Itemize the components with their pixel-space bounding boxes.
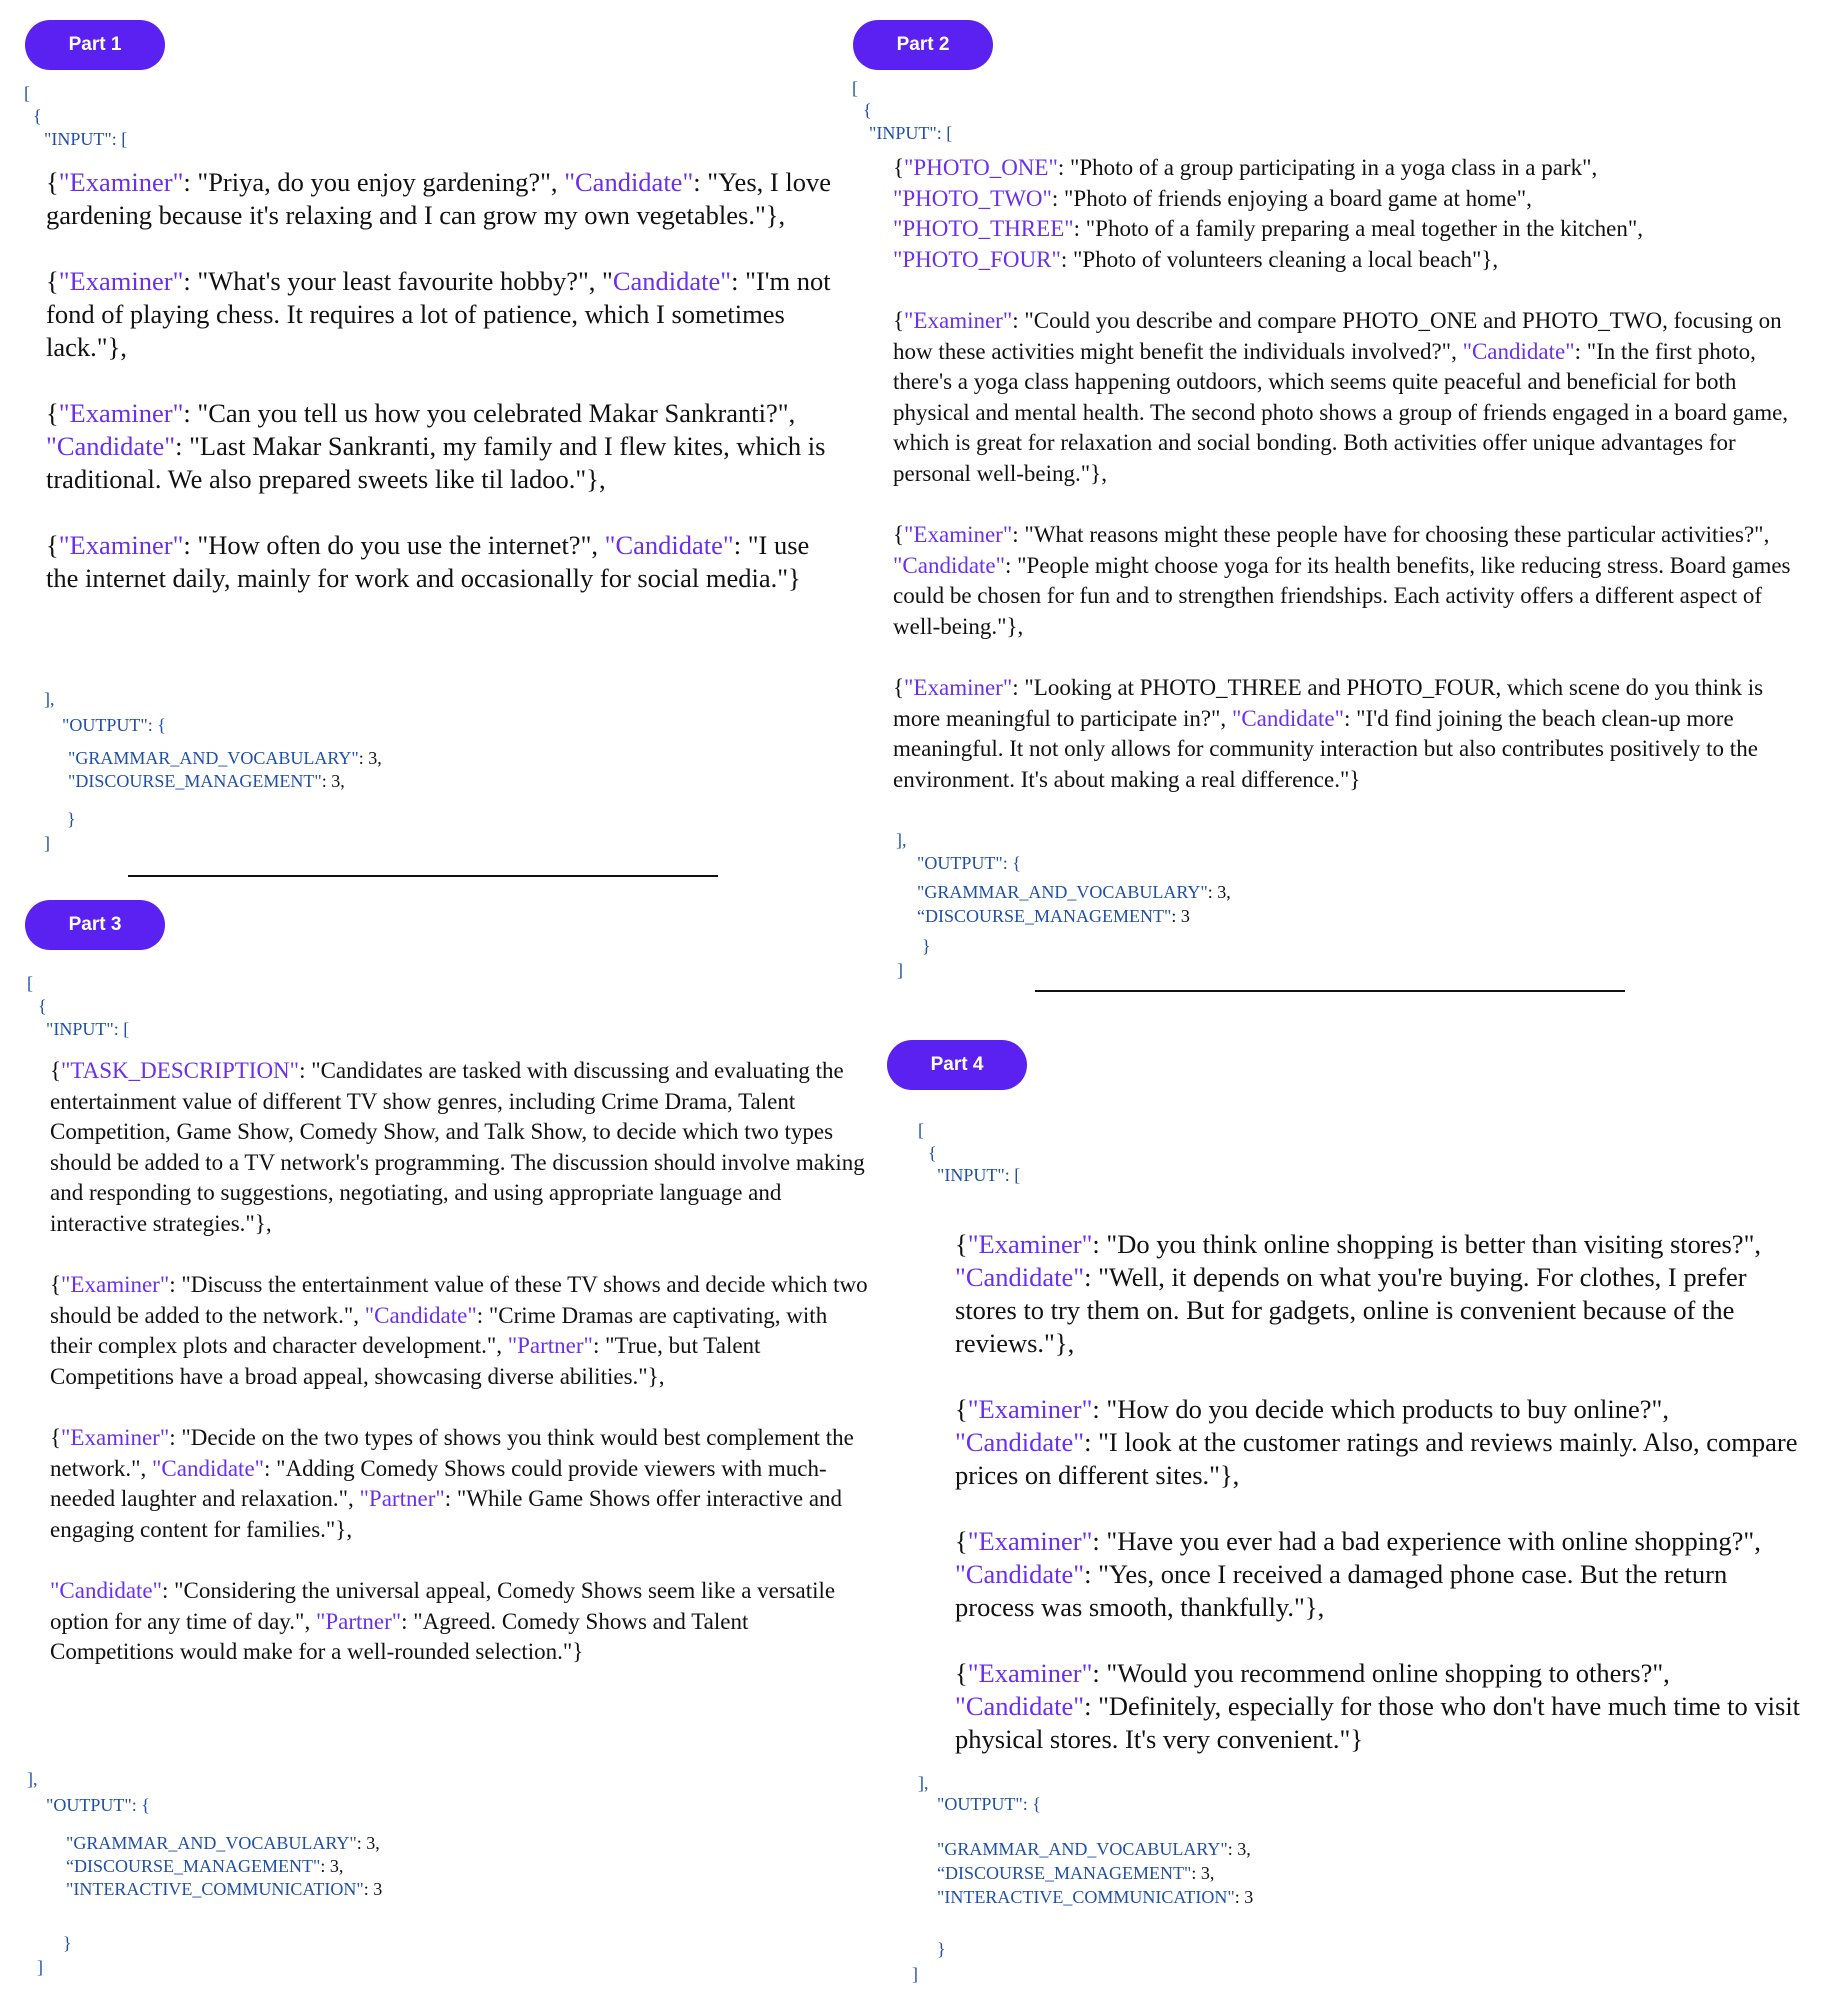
dialogue-entry — [955, 1525, 1805, 1624]
json-key: "Partner" — [315, 1608, 402, 1634]
json-text: : "While Game Shows offer interactive and engaging content for families."}, — [50, 1486, 843, 1542]
json-text: { — [955, 1658, 968, 1688]
json-key: "Candidate" — [1231, 705, 1344, 731]
json-text: : "Photo of friends enjoying a board game at home", — [1051, 185, 1532, 211]
json-key: "Examiner" — [904, 675, 1013, 701]
output-key: "OUTPUT": { — [917, 853, 1021, 873]
close-bracket: ] — [912, 1964, 918, 1984]
json-text: : "Photo of volunteers cleaning a local beach"}, — [1060, 246, 1499, 272]
json-text: : "Definitely, especially for those who don't have much time to visit physical stores. It's very convenient."} — [955, 1691, 1801, 1754]
json-text: : "In the first photo, there's a yoga class happening outdoors, which seems quite peaceful and beneficial for both physical and mental health. The second photo shows a group of friends engaged in a board game, which is great for relaxation and social bonding. Both activities offer unique advantages for personal well-being."}, — [893, 338, 1789, 486]
open-bracket: [ — [27, 973, 33, 993]
divider — [1035, 990, 1625, 992]
dialogue-list — [955, 1228, 1805, 1789]
json-text: : "I look at the customer ratings and reviews mainly. Also, compare prices on different sites."}, — [955, 1427, 1798, 1490]
close-bracket: ] — [37, 1957, 43, 1977]
dialogue-entry — [50, 1576, 870, 1668]
input-key: "INPUT": [ — [44, 129, 128, 149]
json-text: : "I'd find joining the beach clean-up more meaningful. It not only allows for community interaction but also contributes positively to the environment. It's about making a real difference."} — [893, 705, 1758, 792]
json-key: Candidate" — [612, 266, 732, 296]
score-line: "INTERACTIVE_COMMUNICATION": 3 — [937, 1887, 1254, 1907]
json-key: "Examiner" — [58, 398, 184, 428]
close-bracket: ] — [44, 833, 50, 853]
score-line: “DISCOURSE_MANAGEMENT": 3, — [937, 1863, 1215, 1883]
json-text: { — [893, 307, 905, 333]
json-key: "Partner" — [507, 1333, 593, 1359]
json-text: { — [46, 266, 59, 296]
json-key: "PHOTO_FOUR" — [893, 246, 1061, 272]
json-text: : "Crime Dramas are captivating, with their complex plots and character development.", — [50, 1302, 828, 1359]
json-text: : "Have you ever had a bad experience with online shopping?", — [1092, 1526, 1761, 1556]
json-text: : "How often do you use the internet?", — [183, 530, 605, 560]
json-key: "Examiner" — [904, 522, 1013, 548]
json-text: { — [893, 155, 905, 180]
close-brace: } — [937, 1939, 946, 1959]
dialogue-entry — [50, 1423, 870, 1545]
divider — [128, 875, 718, 877]
dialogue-list — [893, 153, 1813, 826]
close-brace: } — [922, 936, 931, 956]
part-1-label: Part 1 — [25, 20, 165, 70]
output-key: "OUTPUT": { — [937, 1794, 1041, 1814]
json-key: "Candidate" — [1462, 338, 1575, 364]
json-key: "Examiner" — [58, 167, 184, 197]
json-key: "Examiner" — [967, 1526, 1093, 1556]
json-key: "PHOTO_TWO" — [893, 185, 1052, 211]
dialogue-entry — [893, 306, 1813, 490]
dialogue-entry — [893, 673, 1813, 795]
json-key: "TASK_DESCRIPTION" — [61, 1058, 300, 1083]
dialogue-entry — [893, 520, 1813, 642]
close-input: ], — [918, 1773, 929, 1793]
part-2-label: Part 2 — [853, 20, 993, 70]
close-input: ], — [27, 1769, 38, 1789]
json-text: { — [893, 675, 905, 701]
open-brace: { — [38, 996, 47, 1016]
json-text: : "Would you recommend online shopping to others?", — [1092, 1658, 1670, 1688]
input-key: "INPUT": [ — [937, 1165, 1021, 1185]
score-line: “DISCOURSE_MANAGEMENT": 3 — [917, 906, 1190, 926]
part-4-label: Part 4 — [887, 1040, 1027, 1090]
dialogue-entry — [955, 1228, 1805, 1360]
json-key: "Candidate" — [604, 530, 734, 560]
json-text: : "Decide on the two types of shows you think would best complement the network.", — [50, 1425, 854, 1481]
score-line: "GRAMMAR_AND_VOCABULARY": 3, — [68, 748, 382, 768]
json-text: : "I'm not fond of playing chess. It requires a lot of patience, which I sometimes lack."}, — [46, 266, 831, 362]
score-line: "DISCOURSE_MANAGEMENT": 3, — [68, 771, 345, 791]
json-text: : "I use the internet daily, mainly for work and occasionally for social media."} — [46, 530, 810, 593]
json-text: : "Yes, once I received a damaged phone case. But the return process was smooth, thankfully."}, — [955, 1559, 1728, 1622]
json-text: : "What's your least favourite hobby?", " — [183, 266, 613, 296]
json-text: : "Do you think online shopping is better than visiting stores?", — [1092, 1229, 1762, 1259]
json-text: : "What reasons might these people have for choosing these particular activities?", — [1012, 522, 1770, 548]
json-text: : "Discuss the entertainment value of these TV shows and decide which two should be added to the network.", — [50, 1272, 868, 1328]
json-key: "Examiner" — [967, 1229, 1093, 1259]
json-key: "Candidate" — [955, 1691, 1085, 1721]
json-text: : "Agreed. Comedy Shows and Talent Competitions would make for a well-rounded selection."} — [50, 1608, 749, 1665]
json-key: "Candidate" — [50, 1578, 163, 1604]
open-brace: { — [928, 1143, 937, 1163]
score-line: "GRAMMAR_AND_VOCABULARY": 3, — [937, 1839, 1251, 1859]
dialogue-entry — [955, 1393, 1805, 1492]
output-key: "OUTPUT": { — [46, 1795, 150, 1815]
score-line: "INTERACTIVE_COMMUNICATION": 3 — [66, 1879, 383, 1899]
json-text: : "Priya, do you enjoy gardening?", — [183, 167, 565, 197]
json-key: "Examiner" — [967, 1394, 1093, 1424]
json-text: : "Considering the universal appeal, Comedy Shows seem like a versatile option for any time of day.", — [50, 1578, 836, 1634]
dialogue-entry — [50, 1270, 870, 1392]
json-key: "Candidate" — [46, 431, 176, 461]
json-text: : "How do you decide which products to buy online?", — [1092, 1394, 1669, 1424]
json-text: { — [50, 1058, 62, 1083]
json-key: "Examiner" — [58, 530, 184, 560]
open-brace: { — [863, 100, 872, 120]
output-key: "OUTPUT": { — [62, 715, 166, 735]
json-text: { — [955, 1229, 968, 1259]
json-text: { — [955, 1526, 968, 1556]
json-text: : "People might choose yoga for its health benefits, like reducing stress. Board games could be chosen for fun and to strengthen friendships. Each activity offers a different aspect of well-being."}, — [893, 552, 1791, 639]
score-line: "GRAMMAR_AND_VOCABULARY": 3, — [917, 882, 1231, 902]
json-key: "Candidate" — [893, 552, 1006, 578]
dialogue-entry — [50, 1056, 870, 1240]
part-3-label: Part 3 — [25, 900, 165, 950]
json-key: "Examiner" — [61, 1272, 170, 1298]
json-key: "Examiner" — [58, 266, 184, 296]
open-bracket: [ — [918, 1120, 924, 1140]
json-key: "Candidate" — [364, 1302, 477, 1328]
json-text: : "Yes, I love gardening because it's relaxing and I can grow my own vegetables."}, — [46, 167, 831, 230]
close-brace: } — [63, 1933, 72, 1953]
json-text: : "Photo of a family preparing a meal together in the kitchen", — [1073, 216, 1643, 242]
dialogue-entry — [46, 529, 846, 595]
input-key: "INPUT": [ — [46, 1019, 130, 1039]
json-text: : "Last Makar Sankranti, my family and I flew kites, which is traditional. We also prepared sweets like til ladoo."}, — [46, 431, 826, 494]
json-text: : "Candidates are tasked with discussing and evaluating the entertainment value of different TV show genres, including Crime Drama, Talent Competition, Game Show, Comedy Show, and Talk Show, to decide which two types should be added to a TV network's programming. The discussion should involve making and responding to suggestions, negotiating, and using appropriate language and interactive strategies."}, — [50, 1058, 865, 1236]
json-text: : "True, but Talent Competitions have a broad appeal, showcasing diverse abilities."}, — [50, 1333, 761, 1389]
json-key: "Candidate" — [152, 1455, 265, 1481]
json-text: : "Could you describe and compare PHOTO_ONE and PHOTO_TWO, focusing on how these activities might benefit the individuals involved?", — [893, 307, 1782, 364]
json-text: : "Well, it depends on what you're buying. For clothes, I prefer stores to try them on. But for gadgets, online is convenient because of the reviews."}, — [955, 1262, 1747, 1358]
dialogue-entry — [893, 153, 1813, 275]
score-line: “DISCOURSE_MANAGEMENT": 3, — [66, 1856, 344, 1876]
json-key: "Candidate" — [955, 1559, 1085, 1589]
json-text: : "Can you tell us how you celebrated Makar Sankranti?", — [183, 398, 796, 428]
json-text: { — [50, 1425, 62, 1451]
json-text: { — [46, 530, 59, 560]
input-key: "INPUT": [ — [869, 123, 953, 143]
json-text: { — [46, 167, 59, 197]
json-text: : "Looking at PHOTO_THREE and PHOTO_FOUR, which scene do you think is more meaningful to participate in?", — [893, 675, 1764, 731]
open-brace: { — [33, 106, 42, 126]
json-key: "Candidate" — [564, 167, 694, 197]
dialogue-entry — [46, 397, 846, 496]
json-text: { — [46, 398, 59, 428]
dialogue-entry — [46, 166, 846, 232]
dialogue-list — [46, 166, 846, 628]
open-bracket: [ — [852, 78, 858, 98]
json-key: "PHOTO_ONE" — [904, 155, 1058, 180]
json-text: { — [50, 1272, 62, 1298]
open-bracket: [ — [24, 83, 30, 103]
close-input: ], — [44, 689, 55, 709]
close-bracket: ] — [897, 960, 903, 980]
json-key: "Candidate" — [955, 1427, 1085, 1457]
json-key: "Examiner" — [904, 307, 1013, 333]
json-key: "Partner" — [359, 1486, 445, 1512]
dialogue-entry — [46, 265, 846, 364]
json-key: "Examiner" — [61, 1425, 170, 1451]
close-brace: } — [67, 809, 76, 829]
close-input: ], — [896, 830, 907, 850]
json-key: "Examiner" — [967, 1658, 1093, 1688]
score-line: "GRAMMAR_AND_VOCABULARY": 3, — [66, 1833, 380, 1853]
json-text: { — [955, 1394, 968, 1424]
json-key: "Candidate" — [955, 1262, 1085, 1292]
json-text: : "Photo of a group participating in a yoga class in a park", — [1057, 155, 1598, 180]
dialogue-entry — [955, 1657, 1805, 1756]
json-text: { — [893, 522, 905, 548]
json-key: "PHOTO_THREE" — [893, 216, 1074, 242]
dialogue-list — [50, 1056, 870, 1698]
json-text: : "Adding Comedy Shows could provide viewers with much-needed laughter and relaxation.", — [50, 1455, 827, 1512]
